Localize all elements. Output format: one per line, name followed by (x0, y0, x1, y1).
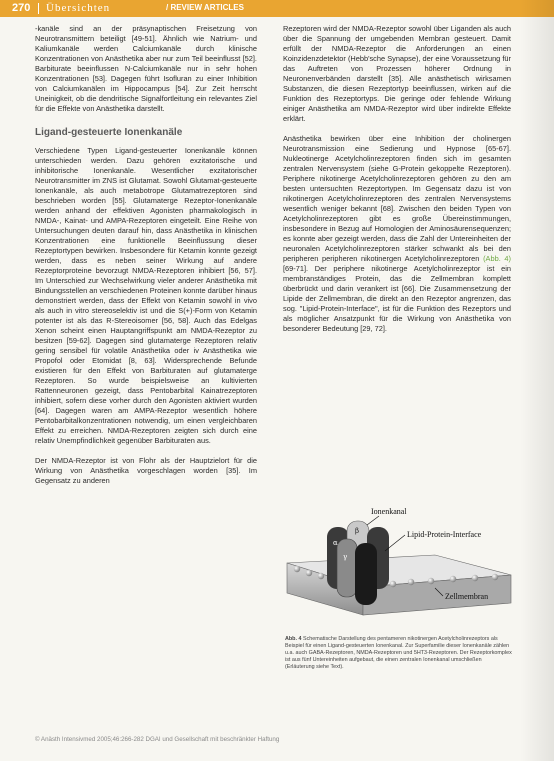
greek-beta-label: β (355, 527, 360, 535)
left-paragraph-2: Verschiedene Typen Ligand-gesteuerter Ionenkanäle können unterschieden werden. Dazu gehören exzitatorische und inhibitorische Ionenkanäle. Wesentlicher exzitatorischer Neurotransmitter im ZNS ist Glutamat. Sowohl Glutamat-gesteuerte Ionenkanäle, als auch metabotrope Glutamatrezeptoren sind beschrieben worden [55]. Glutamaterge Rezeptor-Ionenkanäle werden anhand der effektiven Agonisten pharmakologisch in NMDA-, Kainat- und AMPA-Rezeptoren eingeteilt. Eine Reihe von Untersuchungen deuten darauf hin, dass Anästhetika in klinischen Konzentrationen eine funktionelle Beeinflussung dieser Rezeptortypen bewirken. Insbesondere für Ketamin konnte gezeigt werden, dass es neben seiner Wirkung auf andere Rezeptorproteine bevorzugt NMDA-Rezeptoren inhibiert [56, 57]. Im Unterschied zur Wechselwirkung vieler anderer Anästhetika mit Bindungsstellen an verschiedenen Proteinen konnte darüber hinaus demonstriert werden, dass der Effekt von Ketamin sowohl in vivo als auch in vitro stereoselektiv ist und die S(+)-Form von Ketamin potenter ist als das R-Stereoisomer [56, 58]. Auch das Edelgas Xenon scheint einen Hauptangriffspunkt am NMDA-Rezeptor zu besitzen [59-62]. Dagegen sind glutamaterge Rezeptoren relativ gering sensibel für volatile Anästhetika oder iv Anästhetika wie Propofol oder Etomidat [8, 63]. Widersprechende Befunde existieren für den Effekt von Barbituraten auf glutamaterge Rezeptoren. So wurde beispielsweise an kultivierten Rattenneuronen gezeigt, dass Pentobarbital Kainatrezeptoren inhibiert, sofern diese vorher durch den Agonisten aktiviert wurden [64]. Dagegen waren am AMPA-Rezeptor wesentlich höhere Pentobarbitalkonzentrationen notwendig, um einen vergleichbaren Effekt zu erreichen. NMDA-Rezeptoren zeigten sich durch eine relativ Unempfindlichkeit gegenüber Barbituraten aus. (35, 146, 257, 445)
caption-label: Abb. 4 (285, 636, 302, 642)
right-paragraph-2 (283, 134, 511, 334)
left-column (35, 24, 257, 486)
label-ionenkanal: Ionenkanal (371, 507, 407, 516)
right-paragraph-2-text: Anästhetika bewirken über eine Inhibition der cholinergen Neurotransmission eine Sedierung und Hypnose [65-67]. Nukleotinerge Acetylcholinrezeptoren finden sich im gesamten zentralen Nervensystem (siehe G-Protein gekoppelte Rezeptoren). Periphere nikotinerge Acetylcholinrezeptoren gehören zu den am besten untersuchten Rezeptortypen. Im Gegensatz dazu ist von nikotinergen Acetylcholinrezeptoren des zentralen Nervensystems wesentlich weniger bekannt [68]. Zwischen den beiden Typen von Acetylcholinrezeptoren gibt es große Übereinstimmungen, insbesondere in Bezug auf Homologien der Aminosäurensequenzen; es konnte aber gezeigt werden, dass die Zahl der Untereinheiten der neuronalen Acetylcholinrezeptoren stärker schwankt als bei den peripheren peripheren nikotinergen Acetylcholinrezeptoren (283, 134, 511, 263)
label-lipid-protein-interface: Lipid-Protein-Interface (407, 530, 482, 539)
section-heading: Ligand-gesteuerte Ionenkanäle (35, 127, 183, 138)
left-paragraph-3: Der NMDA-Rezeptor ist von Flohr als der Hauptzielort für die Wirkung von Anästhetika vorgeschlagen worden [35]. Im Gegensatz zu anderen (35, 456, 257, 485)
label-zellmembran: Zellmembran (445, 592, 489, 601)
left-paragraph-1: -kanäle sind an der präsynaptischen Freisetzung von Neurotransmittern beteiligt [49-51]. Ähnlich wie Natrium- und Kaliumkanäle werden Calciumkanäle durch klinische Konzentrationen von Anästhetika aber nur zum Teil beeinflusst [52]. Barbiturate beeinflussen N-Calciumkanäle nur in sehr hohen Konzentrationen [53]. Dagegen führt Isofluran zu einer Inhibition von Calciumkanälen im Hippocampus [54]. Zur Zeit herrscht Uneinigkeit, ob die dendritische Signalfortleitung ein relevantes Ziel für die Effekte von Anästhetika darstellt. (35, 24, 257, 113)
greek-gamma-label: γ (343, 553, 348, 561)
caption-text: Schematische Darstellung des pentameren nikotinergen Acetylcholinrezeptors als Beispiel für einen Ligand-gesteuerten Ionenkanal. Zur Superfamilie dieser Ionenkanäle zählen u.a. auch GABA-Rezeptoren, NMDA-Rezeptoren und 5HT3-Rezeptoren. Der Rezeptorkomplex ist aus fünf Untereinheiten aufgebaut, die einen zentralen Ionenkanal umschließen (Erläuterung siehe Text). (285, 636, 512, 670)
subunit-gamma (337, 539, 357, 597)
receptor-illustration (285, 503, 513, 643)
right-paragraph-1: Rezeptoren wird der NMDA-Rezeptor sowohl über Liganden als auch über die Spannung der umgebenden Membran gesteuert. Damit erfüllt der NMDA-Rezeptor die Anforderungen an einen Koinzidenzdetektor (Hebb'sche Synapse), der eine Voraussetzung für das Auftreten von Prozessen höherer Ordnung in Neuronenverbänden darstellt [35]. Alle anästhetisch wirksamen Substanzen, die diesen Rezeptortyp beeinflussen, wirken auf die Funktion des Rezeptortyps. Die geringe oder fehlende Wirkung einiger Anästhetika am NMDA-Rezeptor wird über indirekte Effekte erklärt. (283, 24, 511, 123)
header-divider (38, 3, 39, 14)
greek-alpha-label: α (333, 539, 338, 547)
page-number: 270 (12, 2, 31, 14)
page-fold-shadow (520, 0, 554, 761)
subunit-delta (355, 543, 377, 605)
page-header (0, 0, 554, 17)
figure-reference-link[interactable]: (Abb. 4) (483, 254, 512, 263)
section-title: Übersichten (46, 2, 111, 14)
right-column (283, 24, 511, 334)
page-footer: © Anästh Intensivmed 2005;46:266-282 DGAI und Gesellschaft mit beschränkter Haftung (35, 736, 280, 743)
right-paragraph-2-tail: [69-71]. Der periphere nikotinerge Acetylcholinrezeptor ist ein membranständiges Protein, das die Zellmembran komplett überbrückt und darin verankert ist [66]. Die Zusammensetzung der Lipide der Zellmembran, die direkt an den Rezeptor angrenzen, das sog. "Lipid-Protein-Interface", ist für die Funktion des Rezeptors und als möglicher Ansatzpunkt für die Wirkung von Anästhetika von besonderer Bedeutung [29, 72]. (283, 264, 511, 333)
receptor-figure (285, 503, 513, 643)
section-subtitle: / REVIEW ARTICLES (166, 3, 244, 12)
figure-caption (285, 636, 512, 671)
